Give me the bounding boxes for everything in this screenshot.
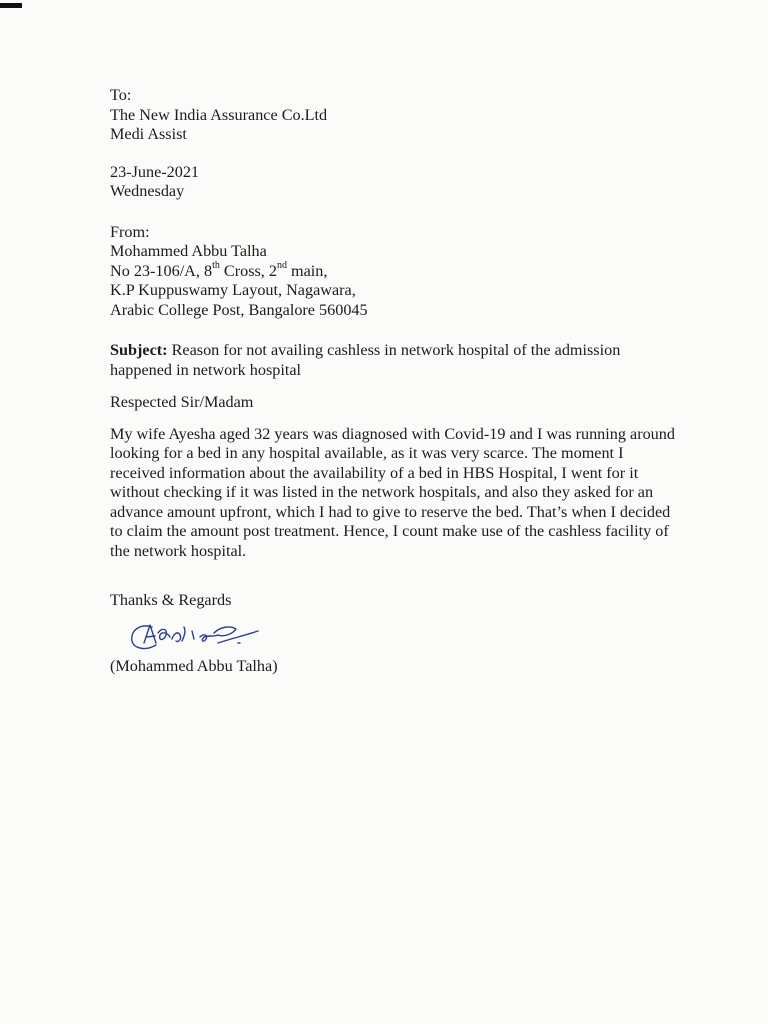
subject-label: Subject: (110, 341, 168, 359)
subject-text: Reason for not availing cashless in network hospital of the admission happened in network hospital (110, 341, 621, 379)
date-block (110, 163, 710, 202)
subject-line (110, 341, 680, 380)
sender-address-line-1 (110, 262, 710, 282)
salutation: Respected Sir/Madam (110, 393, 254, 411)
address-part-c: main, (286, 261, 328, 280)
handwritten-signature (122, 613, 262, 657)
address-part-a: No 23-106/A, 8 (110, 261, 213, 280)
address-part-b: Cross, 2 (219, 261, 277, 280)
address-ordinal-nd: nd (276, 260, 287, 272)
signature-name: (Mohammed Abbu Talha) (110, 656, 278, 675)
sender-address-line-2: K.P Kuppuswamy Layout, Nagawara, (110, 281, 356, 299)
from-label: From: (110, 222, 150, 241)
letter-date: 23-June-2021 (110, 162, 200, 181)
closing: Thanks & Regards (110, 591, 232, 609)
letter-weekday: Wednesday (110, 182, 185, 200)
recipient-company: The New India Assurance Co.Ltd (110, 105, 328, 124)
sender-address-line-3: Arabic College Post, Bangalore 560045 (110, 300, 368, 319)
sender-name: Mohammed Abbu Talha (110, 242, 267, 260)
to-label: To: (110, 86, 132, 104)
body-paragraph: My wife Ayesha aged 32 years was diagnosed with Covid-19 and I was running around looking for a bed in any hospital available, as it was very scarce. The moment I received information about the availability of a bed in HBS Hospital, I went for it without checking if it was listed in the network hospitals, and also they asked for an advance amount upfront, which I had to give to reserve the bed. That’s when I decided to claim the amount post treatment. Hence, I count make use of the cashless facility of the network hospital. (110, 424, 675, 560)
letter-body (110, 86, 710, 676)
address-ordinal-th: th (212, 260, 220, 272)
scan-edge-mark (0, 3, 22, 8)
recipient-department: Medi Assist (110, 125, 187, 143)
recipient-block (110, 86, 710, 145)
sender-block (110, 223, 710, 321)
